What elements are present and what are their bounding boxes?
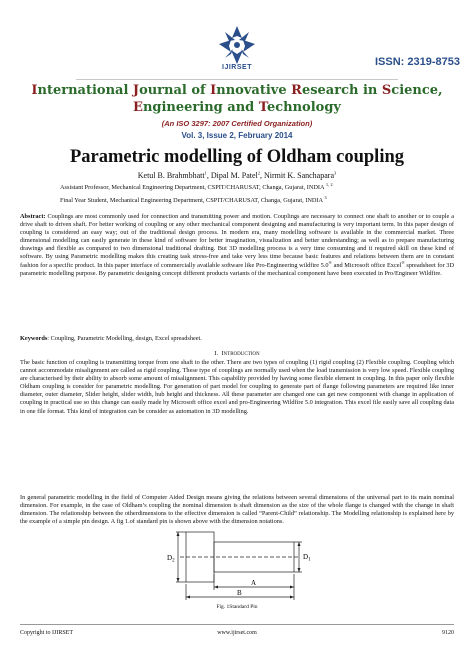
dimension-label-d1: $D_1$: [303, 553, 311, 563]
footer-divider: [20, 624, 454, 625]
keywords-label: Keywords: [20, 335, 48, 342]
volume-issue: Vol. 3, Issue 2, February 2014: [181, 131, 293, 140]
header-divider: [76, 79, 398, 80]
author-name: Nirmit K. Sanchapara: [264, 171, 334, 180]
iso-certification: (An ISO 3297: 2007 Certified Organization): [161, 119, 313, 128]
author-name: Ketul B. Brahmbhatt: [137, 171, 205, 180]
keywords: Keywords: Coupling, Parametric Modelling, design, Excel spreadsheet.: [20, 335, 202, 342]
author-name: Dipal M. Patel: [210, 171, 258, 180]
affiliation-1: Assistant Professor, Mechanical Engineering Department, CSPIT/CHARUSAT, Changa, Gujarat, INDIA $^{1, 2}$: [60, 181, 333, 191]
dimension-label-a: A: [251, 579, 257, 587]
introduction-paragraph-2: In general parametric modelling in the field of Computer Aided Design means giving the relations between several dimensions of the universal part to its main nominal dimension. For example, in the case of Oldham’s coupling the nominal dimension is shaft dimension as the size of the whole flange is changed with the change in shaft dimension. The relationship between the otherdimensions to the effective dimension is called “Parent-Child” relationship. The Modelling relationship is explained here by the example of a simple pin design. A fig 1.of standard pin is shown above with the dimension notations.: [20, 494, 454, 526]
journal-name: [20, 82, 454, 116]
author-list: Ketul B. Brahmbhatt$^1$, Dipal M. Patel$^2$, Nirmit K. Sanchapara$^3$: [137, 170, 337, 180]
dimension-label-d2: $D_2$: [167, 554, 175, 564]
standard-pin-figure: [166, 530, 316, 604]
footer-copyright: Copyright to IJIRSET: [20, 630, 74, 636]
figure-caption: Fig. 1Standard Pin: [216, 604, 258, 610]
section-heading-introduction: I. INTRODUCTION: [214, 350, 260, 357]
abstract-label: Abstract:: [20, 213, 46, 220]
introduction-paragraph-1: The basic function of coupling is transmitting torque from one shaft to the other. There are two types of coupling (1) rigid coupling (2) Flexible coupling. Coupling which cannot accommodate misalignment are called as rigid coupling. These type of couplings are normally used when the load transmission is very low speed. Flexible coupling are characterised by their ability to absorb some amount of misalignment. This capability provided by having some flexible element in coupling. In this paper only flexible Oldham coupling is consider for parametric modelling. For generation of part model for coupling to generate part of flange following parameters are required like inner diameter, outer diameter, Slider height, slider width, hub height and thickness. All these parameter are changed one can get new component with change in application of coupling in practical use so this change can easily made by Microsoft office excel and pro-Engineering Wildfire 5.0 integration. This excel file easily save all coupling data in one file format. This kind of integration can be consider as automation in 3D modelling.: [20, 359, 454, 415]
journal-name-line-2: Engineering and Technology: [133, 100, 341, 115]
page-number: 9120: [442, 630, 454, 636]
dimension-label-b: B: [237, 589, 242, 597]
affiliation-2: Final Year Student, Mechanical Engineering Department, CSPIT/CHARUSAT, Changa, Gujarat, INDIA $^3$: [60, 194, 327, 204]
footer-website: www.ijirset.com: [217, 630, 257, 636]
abstract: Abstract: Couplings are most commonly used for connection and transmitting power and motion. Couplings are necessary to connect one shaft to another or to couple a drive shaft to driven shaft. For better working of coupling or any other mechanical component designing and manufacturing is very important term. In this paper design of coupling is considered an easy way; out of the traditional design process. In modern era, many modelling software is available in the commercial market. Three dimensional modelling can easily generate in these kind of software for better imagination, visualization and better understanding; as well as to prepare manufacturing drawings and flexible as compared to two dimensional traditional drafting. But 3D modelling process is a very time consuming and it required skill on these kind of software. By using Parametric modelling makes this creating task stress-free and take very less time because basic features and relations between them are in constant fashion for a specific product. In this paper interface of commercially available software like Pro-Engineering wildfire 5.0® and Microsoft office Excel® spreadsheet for 3D parametric modelling purpose. By parametric designing concept different products variants of the mechanical component have been executed in Pro/Engineer Wildfire.: [20, 213, 455, 277]
logo-text: IJIRSET: [222, 64, 252, 71]
issn-number: ISSN: 2319-8753: [375, 56, 460, 68]
journal-name-line-1: International Journal of Innovative Research in Science,: [31, 83, 443, 98]
paper-title: Parametric modelling of Oldham coupling: [69, 147, 404, 167]
